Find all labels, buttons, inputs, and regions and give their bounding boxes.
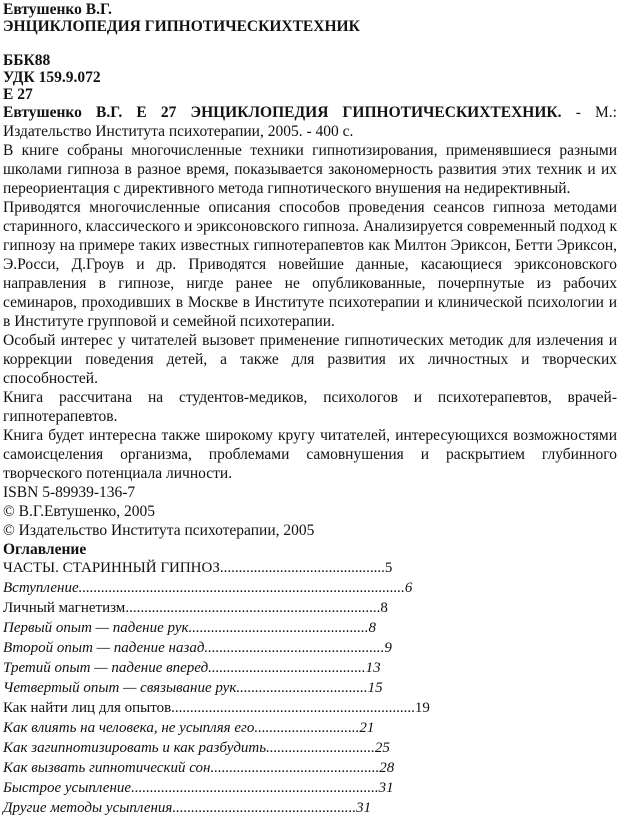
toc-entry-label: Первый опыт — падение рук [3, 620, 189, 636]
toc-entry-label: Как влиять на человека, не усыпляя его [3, 720, 255, 736]
book-title: ЭНЦИКЛОПЕДИЯ ГИПНОТИЧЕСКИХТЕХНИК [3, 18, 360, 35]
toc-entry-leader: ............................. [266, 740, 375, 756]
toc-entry-page: 13 [365, 660, 381, 676]
toc-entry-label: Третий опыт — падение вперед [3, 660, 209, 676]
toc-entry[interactable] [3, 678, 617, 698]
toc-entry[interactable] [3, 598, 617, 618]
toc-entry-label: ЧАСТЫ. СТАРИННЫЙ ГИПНОЗ [3, 560, 220, 576]
toc-entry-page: 5 [384, 560, 393, 576]
toc-entry-page: 31 [356, 800, 372, 816]
toc-entry-label: Второй опыт — падение назад [3, 640, 205, 656]
toc-entry[interactable] [3, 758, 617, 778]
toc-entry-label: Личный магнетизм [3, 600, 126, 616]
toc-entry[interactable] [3, 638, 617, 658]
toc-entry-page: 8 [380, 600, 388, 616]
toc-entry-page: 6 [404, 580, 413, 596]
copyright-publisher: © Издательство Института психотерапии, 2005 [3, 522, 315, 539]
catalog-code: Е 27 [3, 86, 33, 103]
toc-entry[interactable] [3, 558, 617, 578]
toc-entry-label: Как загипнотизировать и как разбудить [3, 740, 267, 756]
toc-entry-leader: .......................................... [208, 660, 366, 676]
catalog-entry [3, 103, 617, 141]
toc-entry-page: 15 [367, 680, 383, 696]
toc-entry-leader: ............................................ [219, 560, 385, 576]
toc-entry-leader: .................................................................. [131, 780, 379, 796]
paragraph: В книге собраны многочисленные техники гипнотизирования, применявшиеся разными школами гипноза в разное время, показывается закономерность развития этих техник и их переориентация с директивного метода гипнотического внушения на недирективный. [3, 142, 617, 197]
toc-entry[interactable] [3, 738, 617, 758]
toc-entry[interactable] [3, 718, 617, 738]
bbk-code: ББК88 [3, 52, 51, 69]
paragraph: Книга рассчитана на студентов-медиков, психологов и психотерапевтов, врачей-гипнотерапевтов. [3, 389, 617, 425]
toc-entry[interactable] [3, 798, 617, 818]
toc-entry-label: Быстрое усыпление [3, 780, 132, 796]
toc-entry[interactable] [3, 658, 617, 678]
toc-entry-leader: .................................................................... [125, 600, 381, 616]
toc-entry-leader: ............................................. [210, 760, 380, 776]
paragraph: Книга будет интересна также широкому кругу читателей, интересующихся возможностями самоисцеления организма, проблемами самовнушения и раскрытием глубинного творческого потенциала личности. [3, 427, 617, 482]
toc-entry-label: Как вызвать гипнотический сон [3, 760, 211, 776]
toc-entry[interactable] [3, 778, 617, 798]
toc-entry-label: Другие методы усыпления [3, 800, 173, 816]
toc-entry-page: 28 [379, 760, 395, 776]
copyright-author: © В.Г.Евтушенко, 2005 [3, 503, 156, 520]
toc-entry-page: 8 [368, 620, 376, 636]
catalog-entry-rest: - М.: Издательство Института психотерапии, 2005. - 400 с. [3, 104, 617, 140]
document-page [3, 0, 617, 818]
toc-heading: Оглавление [3, 541, 87, 558]
paragraph: Особый интерес у читателей вызовет применение гипнотических методик для излечения и коррекции поведения детей, а также для развития их личностных и творческих способностей. [3, 332, 617, 387]
toc-entry-leader: ................................... [236, 680, 368, 696]
toc-entry-page: 31 [378, 780, 394, 796]
toc-entry-page: 9 [384, 640, 392, 656]
toc-entry-page: 19 [414, 700, 430, 716]
toc-entry[interactable] [3, 618, 617, 638]
toc-list [3, 558, 617, 818]
toc-entry-page: 21 [359, 720, 375, 736]
isbn: ISBN 5-89939-136-7 [3, 484, 136, 501]
spacer [3, 35, 617, 52]
toc-entry-leader: ....................................................................................... [78, 580, 405, 596]
udk-code: УДК 159.9.072 [3, 69, 101, 86]
book-author: Евтушенко В.Г. [3, 1, 112, 18]
toc-entry[interactable] [3, 698, 617, 718]
paragraph: Приводятся многочисленные описания способов проведения сеансов гипноза методами старинного, классического и эриксоновского гипноза. Анализируется современный подход к гипнозу на примере таких известных гипнотерапевтов как Милтон Эриксон, Бетти Эриксон, Э.Росси, Д.Гроув и др. Приводятся новейшие данные, касающиеся эриксоновского направления в гипнозе, нигде ранее не опубликованные, почерпнутые из рабочих семинаров, проходивших в Москве в Институте психотерапии и клинической психологии и в Институте групповой и семейной психотерапии. [3, 199, 617, 330]
catalog-entry-lead: Евтушенко В.Г. Е 27 ЭНЦИКЛОПЕДИЯ ГИПНОТИЧЕСКИХТЕХНИК. [3, 104, 562, 121]
toc-entry-page: 25 [374, 740, 390, 756]
toc-entry-label: Вступление [3, 580, 79, 596]
toc-entry-leader: ................................................ [204, 640, 385, 656]
toc-entry-label: Четвертый опыт — связывание рук [3, 680, 237, 696]
toc-entry-leader: ................................................. [172, 800, 357, 816]
toc-entry-leader: ............................ [254, 720, 360, 736]
toc-entry-label: Как найти лиц для опытов [3, 700, 172, 716]
toc-entry-leader: ................................................ [188, 620, 369, 636]
toc-entry[interactable] [3, 578, 617, 598]
toc-entry-leader: ................................................................. [171, 700, 415, 716]
